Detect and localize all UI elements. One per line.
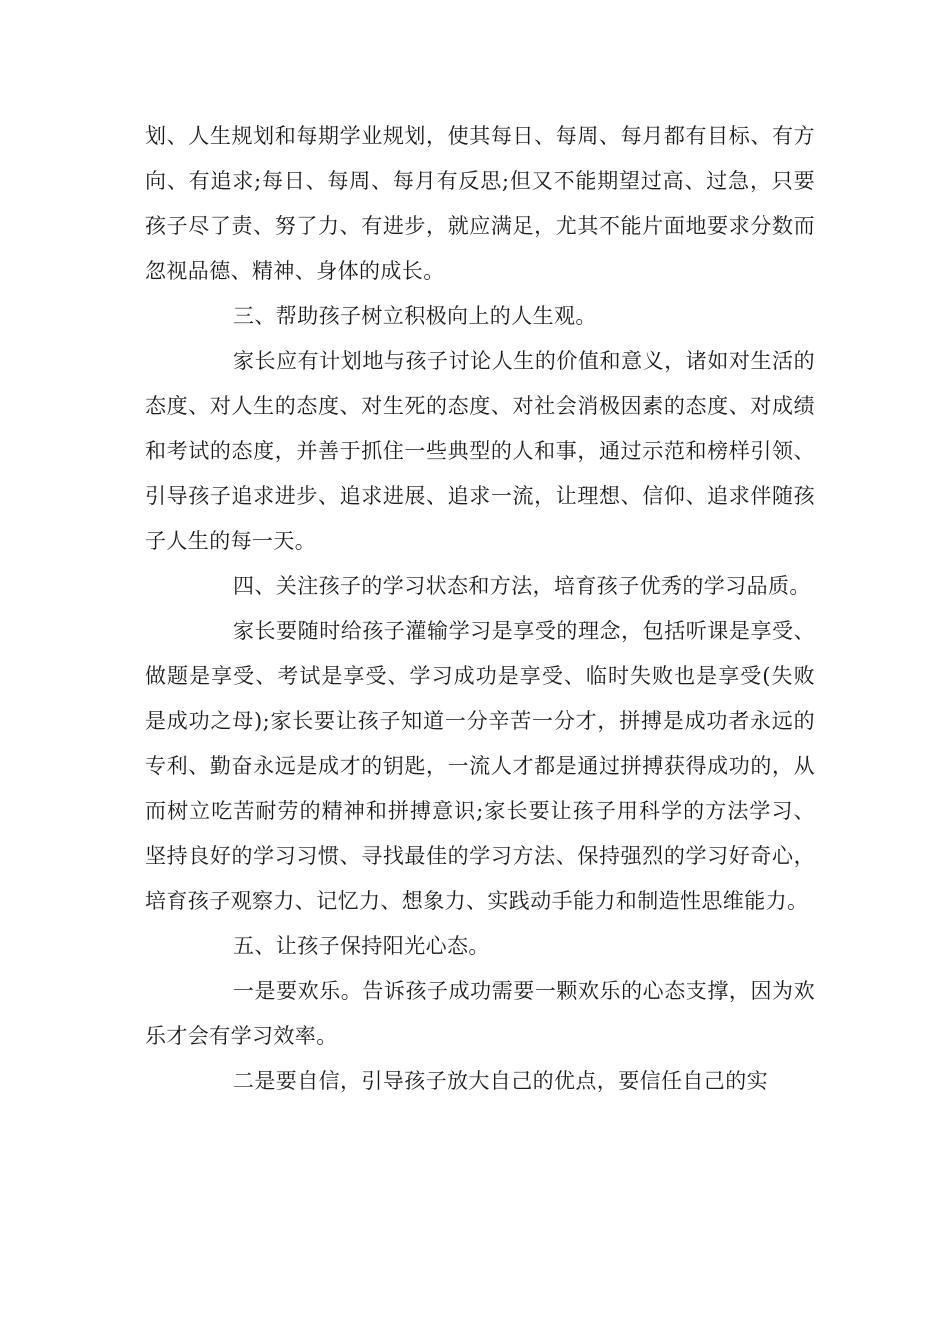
paragraph-learning: 家长要随时给孩子灌输学习是享受的理念，包括听课是享受、做题是享受、考试是享受、学习成功是享受、临时失败也是享受(失败是成功之母);家长要让孩子知道一分辛苦一分才，拼搏是成功者永远的专利、勤奋永远是成才的钥匙，一流人才都是通过拼搏获得成功的，从而树立吃苦耐劳的精神和拼搏意识;家长要让孩子用科学的方法学习、坚持良好的学习习惯、寻找最佳的学习方法、保持强烈的学习好奇心，培育孩子观察力、记忆力、想象力、实践动手能力和制造性思维能力。 [145, 619, 815, 913]
paragraph-confidence: 二是要自信，引导孩子放大自己的优点，要信任自己的实 [233, 1069, 768, 1093]
document-body [145, 114, 815, 1104]
paragraph-happiness: 一是要欢乐。告诉孩子成功需要一颗欢乐的心态支撑，因为欢乐才会有学习效率。 [145, 979, 815, 1048]
paragraph-continuation: 划、人生规划和每期学业规划，使其每日、每周、每月都有目标、有方向、有追求;每日、每周、每月有反思;但又不能期望过高、过急，只要孩子尽了责、努了力、有进步，就应满足，尤其不能片面地要求分数而忽视品德、精神、身体的成长。 [145, 124, 815, 283]
section-heading-4: 四、关注孩子的学习状态和方法，培育孩子优秀的学习品质。 [233, 574, 811, 598]
paragraph-life-view: 家长应有计划地与孩子讨论人生的价值和意义，诸如对生活的态度、对人生的态度、对生死的态度、对社会消极因素的态度、对成绩和考试的态度，并善于抓住一些典型的人和事，通过示范和榜样引领、引导孩子追求进步、追求进展、追求一流，让理想、信仰、追求伴随孩子人生的每一天。 [145, 349, 815, 553]
section-heading-5: 五、让孩子保持阳光心态。 [233, 934, 490, 958]
section-heading-3: 三、帮助孩子树立积极向上的人生观。 [233, 304, 597, 328]
